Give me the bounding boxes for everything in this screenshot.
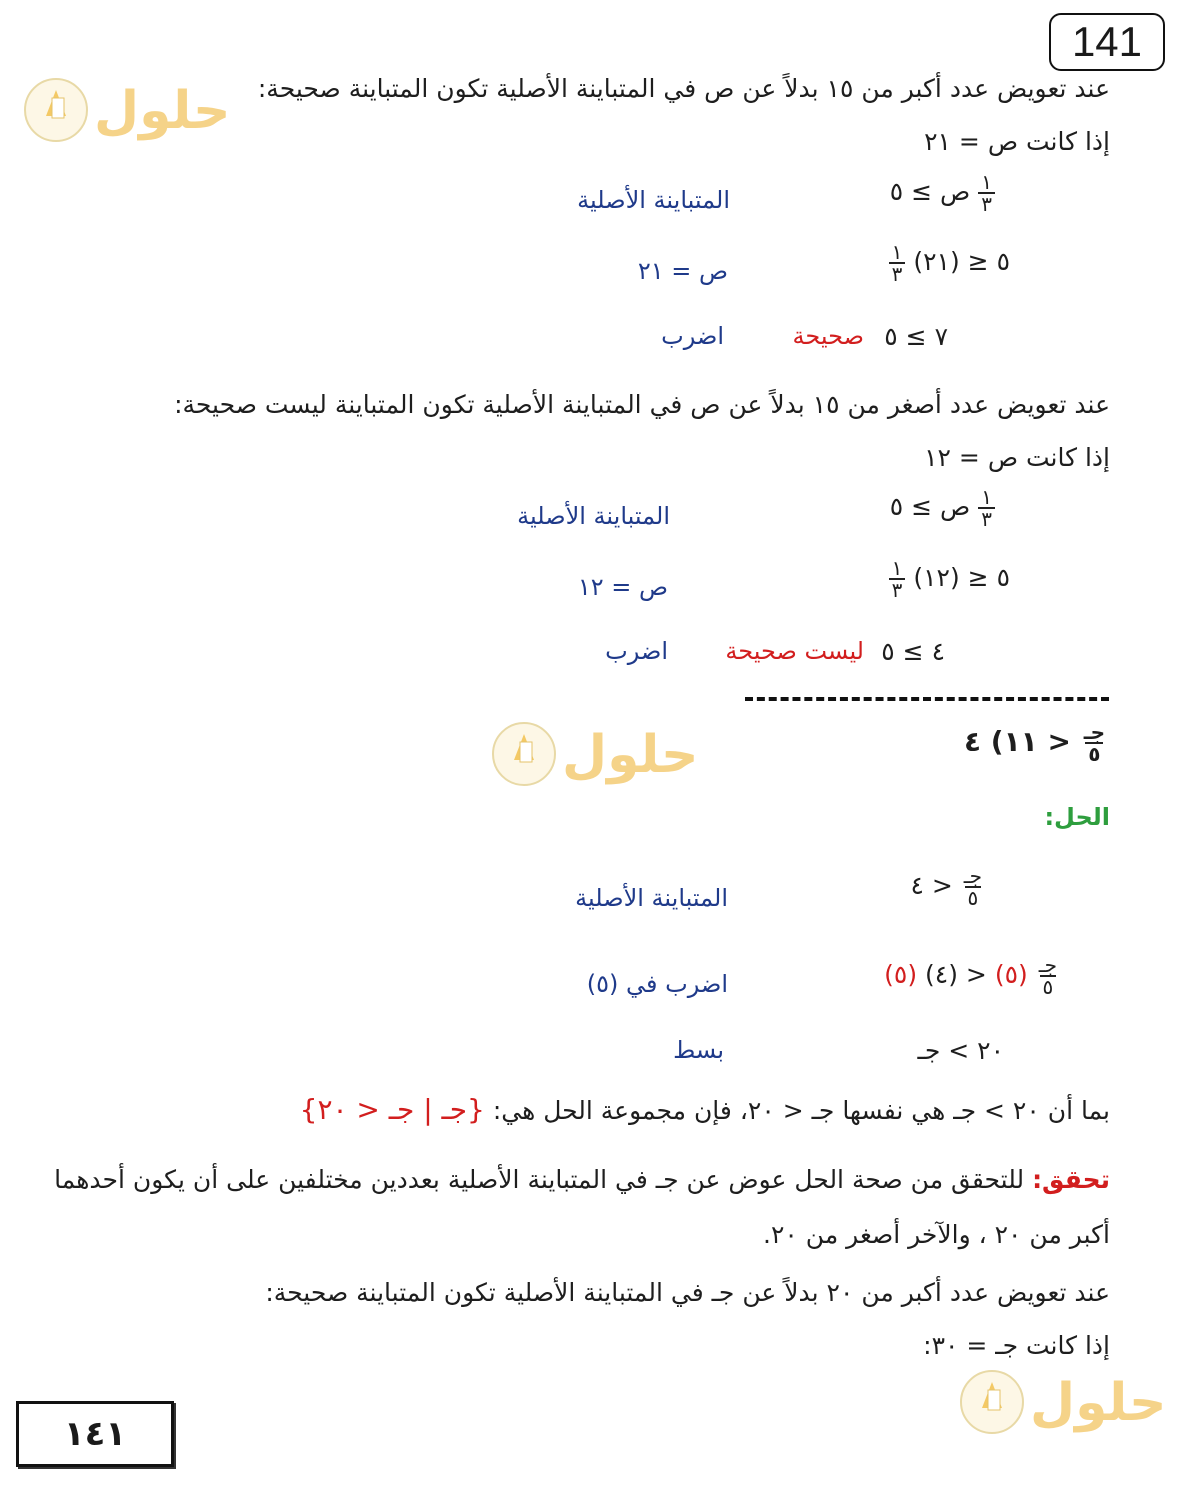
- check-label: تحقق:: [1032, 1165, 1110, 1194]
- check-intro: عند تعويض عدد أكبر من ٢٠ بدلاً عن جـ في المتباينة الأصلية تكون المتباينة صحيحة:: [265, 1278, 1110, 1307]
- part1-step1-math: $\frac{١}{٣}$ ص ≥ ٥: [890, 172, 995, 214]
- part1-step3-status: صحيحة: [792, 322, 864, 350]
- part2-step3-status: ليست صحيحة: [725, 637, 864, 665]
- section-divider: [745, 697, 1109, 701]
- solution-step2-note: اضرب في (٥): [586, 970, 728, 998]
- check-line: تحقق: للتحقق من صحة الحل عوض عن جـ في المتباينة الأصلية بعددين مختلفين على أن يكون أحدهما: [54, 1165, 1110, 1194]
- part2-if-line: إذا كانت ص = ١٢: [924, 443, 1110, 472]
- part2-intro: عند تعويض عدد أصغر من ١٥ بدلاً عن ص في المتباينة الأصلية تكون المتباينة ليست صحيحة:: [174, 390, 1110, 419]
- solution-label: الحل:: [1044, 803, 1110, 831]
- watermark-text: حلول: [94, 81, 231, 141]
- watermark-text: حلول: [1030, 1373, 1167, 1433]
- check-if-line: إذا كانت جـ = ٣٠:: [923, 1331, 1110, 1360]
- watermark-text: حلول: [562, 725, 699, 785]
- solution-step3-note: بسط: [673, 1036, 724, 1064]
- solution-step3-math: ٢٠ > جـ: [917, 1036, 1004, 1065]
- problem-11-statement: ١١) ٤ > $\frac{\text{جـ}}{٥}$: [964, 722, 1108, 764]
- part1-if-line: إذا كانت ص = ٢١: [924, 127, 1110, 156]
- conclusion-line: بما أن ٢٠ > جـ هي نفسها جـ < ٢٠، فإن مجموعة الحل هي: {جـ | جـ < ٢٠}: [299, 1093, 1110, 1126]
- part2-step1-math: $\frac{١}{٣}$ ص ≥ ٥: [890, 487, 995, 529]
- fraction: $\frac{\text{جـ}}{٥}$: [1083, 720, 1105, 766]
- fraction: $\frac{\text{جـ}}{٥}$: [963, 864, 982, 910]
- solution-set: {جـ | جـ < ٢٠}: [299, 1093, 485, 1126]
- part2-step1-note: المتباينة الأصلية: [517, 502, 670, 530]
- watermark-logo: [958, 1360, 1178, 1440]
- watermark-logo: [22, 68, 242, 148]
- solution-step1-math: ٤ > $\frac{\text{جـ}}{٥}$: [910, 866, 985, 908]
- page-number-bottom: ١٤١: [16, 1401, 174, 1467]
- check-line-2: أكبر من ٢٠ ، والآخر أصغر من ٢٠.: [763, 1220, 1110, 1249]
- part1-step2-note: ص = ٢١: [637, 257, 728, 285]
- fraction: $\frac{١}{٣}$: [978, 172, 995, 214]
- part2-step3-math: ٤ ≥ ٥: [881, 637, 945, 666]
- fraction: $\frac{١}{٣}$: [978, 487, 995, 529]
- solution-step1-note: المتباينة الأصلية: [575, 884, 728, 912]
- part1-intro: عند تعويض عدد أكبر من ١٥ بدلاً عن ص في المتباينة الأصلية تكون المتباينة صحيحة:: [257, 74, 1110, 103]
- fraction: $\frac{١}{٣}$: [889, 558, 906, 600]
- part1-step3-math: ٧ ≥ ٥: [884, 322, 948, 351]
- part2-step3-note: اضرب: [605, 637, 668, 665]
- part2-step2-math: $\frac{١}{٣}$ (١٢) ≥ ٥: [889, 558, 1010, 600]
- part1-step3-note: اضرب: [661, 322, 724, 350]
- part2-step2-note: ص = ١٢: [577, 573, 668, 601]
- part1-step1-note: المتباينة الأصلية: [577, 186, 730, 214]
- solution-step2-math: (٥) (٤) > (٥) $\frac{\text{جـ}}{٥}$: [884, 955, 1060, 997]
- fraction: $\frac{١}{٣}$: [889, 242, 906, 284]
- part1-step2-math: $\frac{١}{٣}$ (٢١) ≥ ٥: [889, 242, 1010, 284]
- page-number-top: 141: [1049, 13, 1165, 71]
- watermark-logo: [490, 712, 710, 792]
- fraction: $\frac{\text{جـ}}{٥}$: [1038, 953, 1057, 999]
